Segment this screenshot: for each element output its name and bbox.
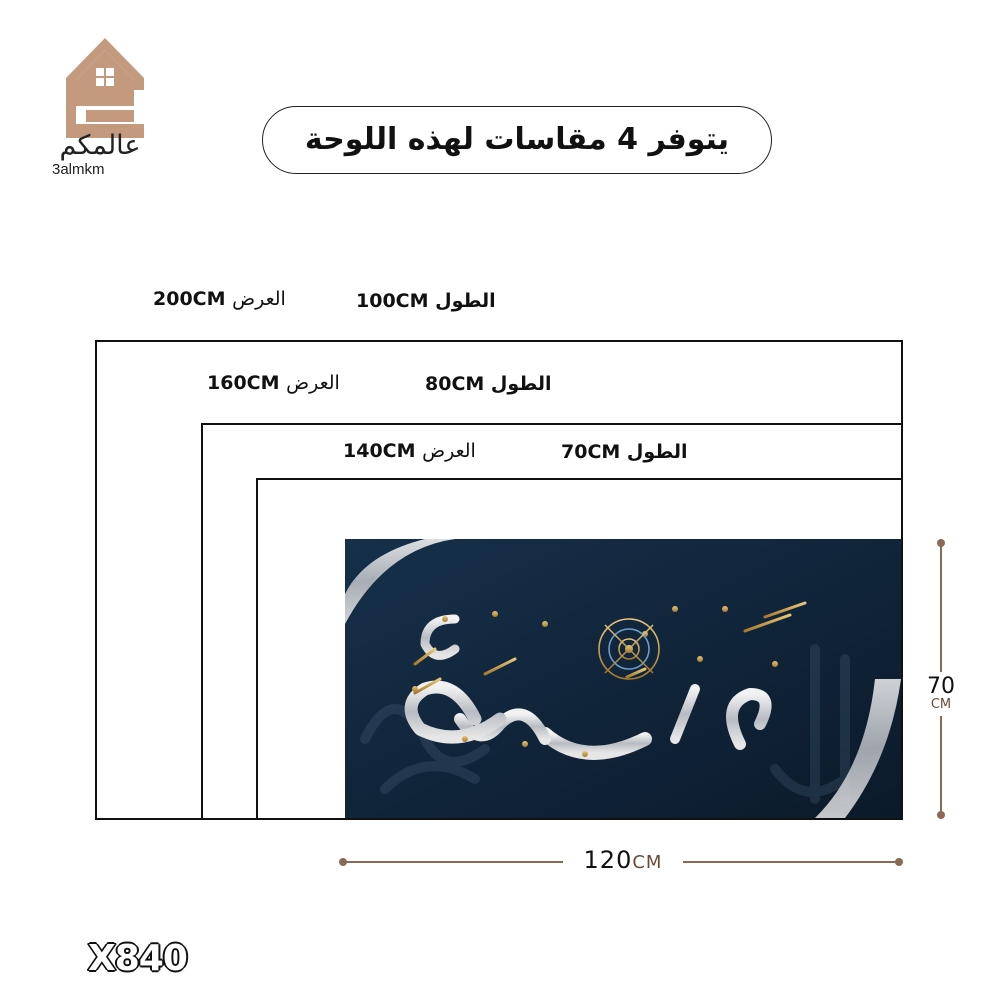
dimension-h-line-right	[683, 861, 901, 863]
brand-name-english: 3almkm	[52, 161, 105, 178]
calligraphy-artwork	[345, 539, 901, 818]
size-2-width: 160CM العرض	[207, 372, 340, 394]
dimension-height-unit: CM	[930, 697, 952, 712]
size-3-width: 140CM العرض	[343, 440, 476, 462]
page-title: يتوفر 4 مقاسات لهذه اللوحة	[304, 122, 730, 157]
artwork-image	[345, 539, 901, 818]
size-3-height: 70CM الطول	[561, 441, 688, 463]
dimension-height-number: 70	[927, 674, 955, 699]
size-1-width: 200CM العرض	[153, 288, 286, 310]
house-icon	[66, 38, 144, 138]
brand-name-arabic: عالمكم	[59, 130, 141, 161]
rosette-icon	[595, 615, 663, 683]
size-1-height: 100CM الطول	[356, 290, 496, 312]
product-code: X840	[88, 938, 187, 979]
dimension-v-dot-bottom	[937, 811, 945, 819]
size-2-height: 80CM الطول	[425, 373, 552, 395]
dimension-width-label: 120CM	[583, 846, 663, 874]
dimension-h-dot-right	[895, 858, 903, 866]
dimension-h-line-left	[343, 861, 563, 863]
